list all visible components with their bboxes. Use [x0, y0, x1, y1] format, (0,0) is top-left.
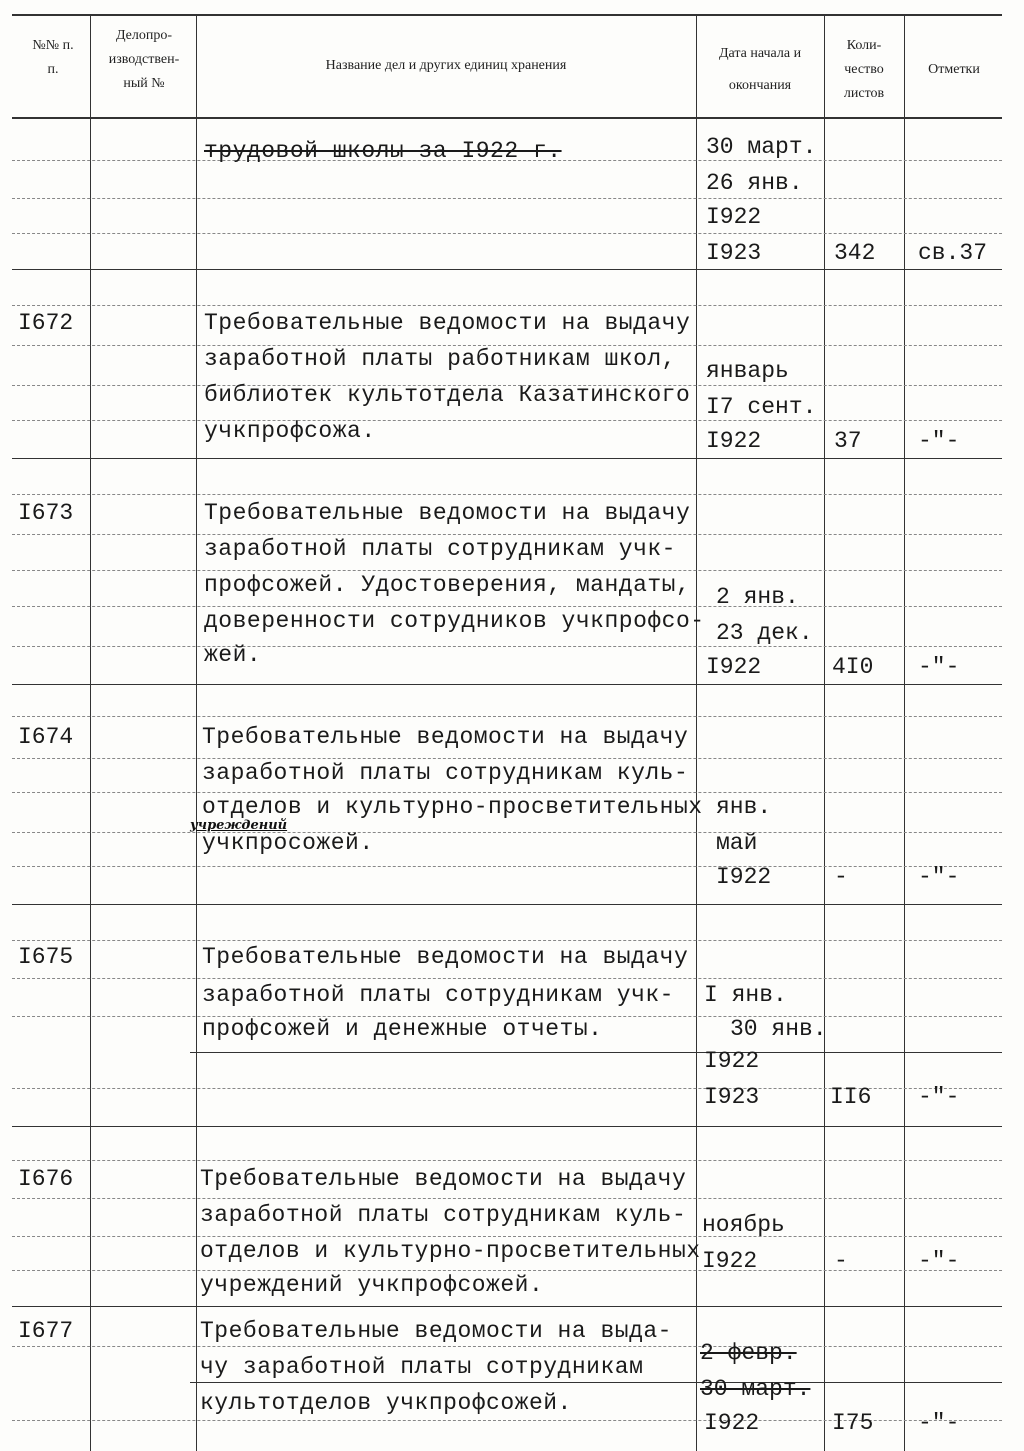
entry-date: I922: [704, 1048, 760, 1074]
header-num: №№ п. п.: [32, 38, 74, 77]
entry-sheets: 342: [834, 240, 876, 266]
row-rule: [12, 684, 1002, 685]
header-top-rule: [12, 14, 1002, 16]
row-guide: [12, 1346, 1002, 1347]
entry-title-line: библиотек культотдела Казатинского: [204, 382, 691, 408]
entry-date: I923: [706, 240, 762, 266]
entry-date: 23 дек.: [716, 620, 813, 646]
row-guide: [12, 940, 1002, 941]
row-guide: [12, 305, 1002, 306]
entry-title-line: Требовательные ведомости на выда-: [200, 1318, 672, 1344]
entry-sheets: -: [834, 864, 848, 890]
entry-date: 30 янв.: [730, 1016, 827, 1042]
entry-date: I922: [706, 204, 762, 230]
row-rule: [12, 269, 1002, 270]
entry-date: I922: [704, 1410, 760, 1436]
entry-sheets: I75: [832, 1410, 874, 1436]
row-guide: [12, 570, 1002, 571]
entry-notes: -"-: [918, 1410, 960, 1436]
entry-number: I675: [18, 944, 74, 970]
entry-title-line: профсожей и денежные отчеты.: [202, 1016, 603, 1042]
row-rule: [12, 458, 1002, 459]
row-rule: [190, 1052, 1002, 1053]
entry-date: 30 март.: [706, 134, 817, 160]
entry-date: ноябрь: [702, 1212, 785, 1238]
entry-date: янв.: [716, 794, 772, 820]
entry-title-line: заработной платы сотрудникам куль-: [200, 1202, 687, 1228]
row-guide: [12, 758, 1002, 759]
row-guide: [12, 494, 1002, 495]
entry-title-line: трудовой школы за I922 г.: [204, 138, 562, 164]
row-rule: [12, 1126, 1002, 1127]
row-guide: [12, 716, 1002, 717]
header-office-number: Делопро- изводствен- ный №: [108, 28, 180, 91]
row-guide: [12, 420, 1002, 421]
entry-number: I672: [18, 310, 74, 336]
row-guide: [12, 646, 1002, 647]
entry-title-line: отделов и культурно-просветительных: [202, 794, 703, 820]
entry-title-line: учкпрофсожа.: [204, 418, 376, 444]
entry-title-line: Требовательные ведомости на выдачу: [202, 724, 689, 750]
entry-notes: -"-: [918, 1084, 960, 1110]
entry-title-line: учреждений учкпрофсожей.: [200, 1272, 544, 1298]
entry-date: I922: [706, 654, 762, 680]
entry-sheets: II6: [830, 1084, 872, 1110]
entry-date: 26 янв.: [706, 170, 803, 196]
header-dates: Дата начала и окончания: [718, 46, 802, 93]
entry-date: I янв.: [704, 982, 787, 1008]
entry-number: I674: [18, 724, 74, 750]
row-guide: [12, 978, 1002, 979]
entry-notes: -"-: [918, 428, 960, 454]
entry-date: 2 янв.: [716, 584, 799, 610]
entry-notes: -"-: [918, 1248, 960, 1274]
row-guide: [12, 233, 1002, 234]
entry-number: I676: [18, 1166, 74, 1192]
entry-title-line: культотделов учкпрофсожей.: [200, 1390, 572, 1416]
row-guide: [12, 534, 1002, 535]
header-title: Название дел и других единиц хранения: [325, 58, 567, 73]
entry-date: I923: [704, 1084, 760, 1110]
entry-number: I673: [18, 500, 74, 526]
entry-date: I922: [716, 864, 772, 890]
row-guide: [12, 1160, 1002, 1161]
row-rule: [190, 1382, 1002, 1383]
entry-number: I677: [18, 1318, 74, 1344]
entry-title-line: отделов и культурно-просветительных: [200, 1238, 701, 1264]
entry-date: I922: [706, 428, 762, 454]
entry-date: I7 сент.: [706, 394, 817, 420]
entry-title-line: Требовательные ведомости на выдачу: [204, 310, 691, 336]
row-guide: [12, 1236, 1002, 1237]
row-guide: [12, 1270, 1002, 1271]
entry-title-line: доверенности сотрудников учкпрофсо-: [204, 608, 705, 634]
row-guide: [12, 832, 1002, 833]
entry-sheets: -: [834, 1248, 848, 1274]
row-rule: [12, 904, 1002, 905]
entry-title-line: учкпросожей.: [202, 830, 374, 856]
entry-title-line: профсожей. Удостоверения, мандаты,: [204, 572, 691, 598]
entry-date: 2 февр.: [700, 1340, 797, 1366]
entry-sheets: 4I0: [832, 654, 874, 680]
entry-title-line: заработной платы сотрудникам куль-: [202, 760, 689, 786]
entry-notes: св.37: [918, 240, 988, 266]
entry-notes: -"-: [918, 864, 960, 890]
entry-title-line: заработной платы сотрудникам учк-: [202, 982, 674, 1008]
row-guide: [12, 606, 1002, 607]
row-guide: [12, 792, 1002, 793]
entry-date: 30 март.: [700, 1376, 811, 1402]
row-guide: [12, 198, 1002, 199]
entry-date: май: [716, 830, 758, 856]
entry-title-line: Требовательные ведомости на выдачу: [200, 1166, 687, 1192]
entry-title-line: заработной платы сотрудникам учк-: [204, 536, 676, 562]
entry-title-line: Требовательные ведомости на выдачу: [202, 944, 689, 970]
entry-date: I922: [702, 1248, 758, 1274]
row-guide: [12, 866, 1002, 867]
entry-title-line: чу заработной платы сотрудникам: [200, 1354, 644, 1380]
entry-title-line: жей.: [204, 642, 262, 668]
entry-date: январь: [706, 358, 789, 384]
entry-title-line: Требовательные ведомости на выдачу: [204, 500, 691, 526]
entry-sheets: 37: [834, 428, 862, 454]
header-sheets: Коли- чество листов: [843, 38, 885, 101]
row-guide: [12, 1198, 1002, 1199]
handwritten-insertion: учреждений: [190, 818, 288, 833]
entry-notes: -"-: [918, 654, 960, 680]
header-bottom-rule: [12, 117, 1002, 119]
entry-title-line: заработной платы работникам школ,: [204, 346, 676, 372]
header-notes: Отметки: [928, 62, 980, 77]
row-rule: [12, 1306, 1002, 1307]
